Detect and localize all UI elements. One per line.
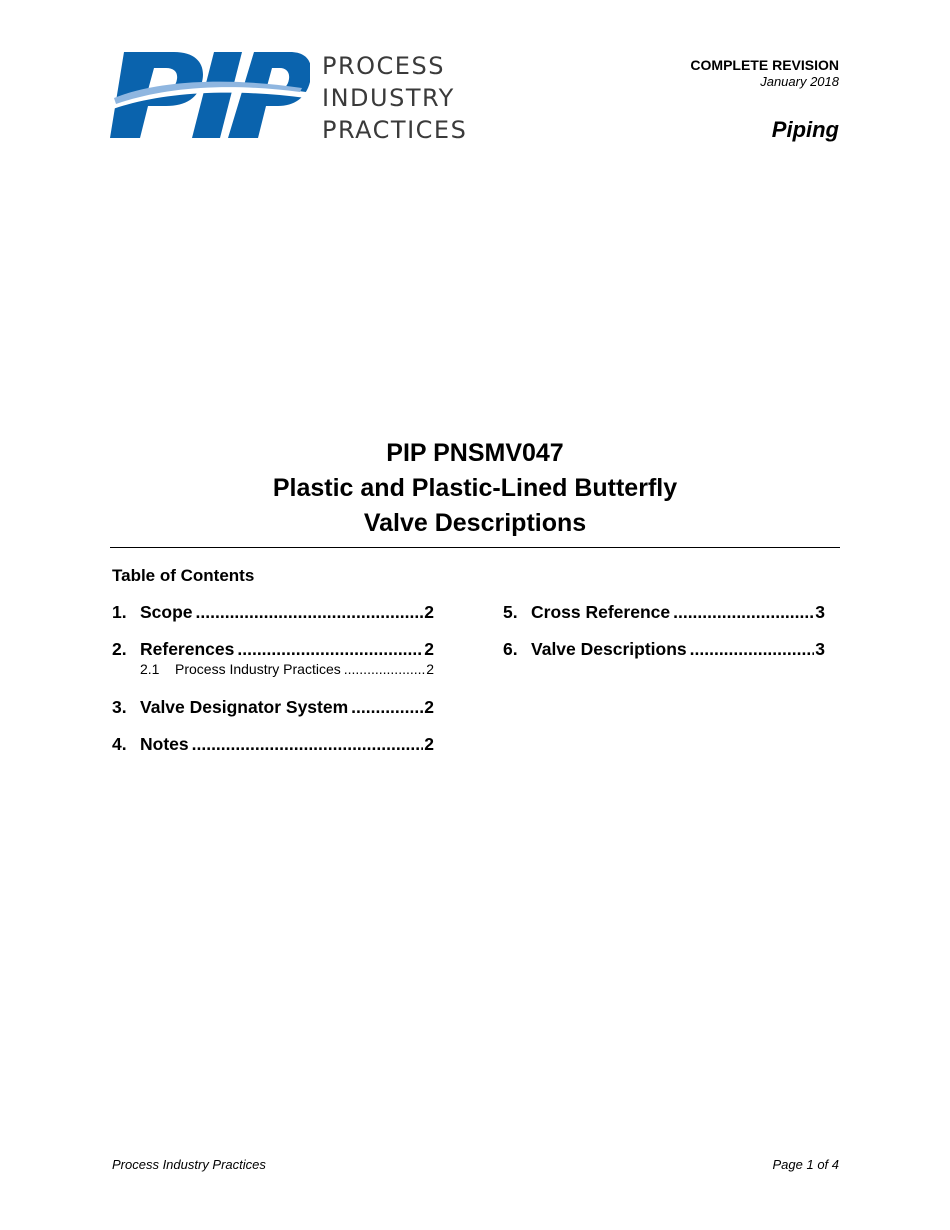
toc-subentry-number: 2.1 [140,661,160,677]
toc-leader-dots [192,734,424,755]
toc-entry-label: Valve Designator System [140,697,349,717]
toc-leader-dots [344,661,426,677]
toc-subentry-process-industry-practices[interactable] [140,661,434,679]
toc-column-left [112,602,434,771]
toc-entry-number: 5. [503,602,518,622]
toc-entry-scope[interactable] [112,602,434,624]
toc-entry-label: Notes [140,734,189,754]
toc-subentry-label: Process Industry Practices [175,661,341,677]
toc-entry-valve-designator-system[interactable] [112,697,434,719]
toc-leader-dots [351,697,423,718]
toc-entry-notes[interactable] [112,734,434,756]
toc-leader-dots [196,602,424,623]
toc-entry-number: 4. [112,734,127,754]
title-line: PIP PNSMV047 [386,439,564,467]
toc-entry-number: 1. [112,602,127,622]
toc-entry-number: 2. [112,639,127,659]
logo-word: PRACTICES [322,116,468,144]
toc-leader-dots [690,639,815,660]
toc-entry-label: Scope [140,602,193,622]
toc-entry-page: 2 [424,697,434,717]
title-divider [110,547,840,548]
toc-leader-dots [237,639,423,660]
toc-subentry-page: 2 [426,661,434,677]
toc-entry-label: Cross Reference [531,602,671,622]
pip-logo-wordmark [322,50,467,146]
footer-page-number: Page 1 of 4 [772,1157,839,1172]
toc-entry-page: 2 [424,639,434,659]
revision-date: January 2018 [760,74,839,89]
toc-leader-dots [673,602,814,623]
toc-entry-page: 2 [424,602,434,622]
logo-word: INDUSTRY [322,84,455,112]
toc-entry-number: 6. [503,639,518,659]
logo-word: PROCESS [322,52,445,80]
toc-heading: Table of Contents [112,566,255,585]
pip-logo [110,50,490,145]
toc-entry-valve-descriptions[interactable] [503,639,825,661]
toc-entry-cross-reference[interactable] [503,602,825,624]
pip-logo-mark [110,52,310,140]
revision-label: COMPLETE REVISION [690,57,839,73]
toc-entry-references[interactable] [112,639,434,661]
title-line: Plastic and Plastic-Lined Butterfly [272,474,678,502]
toc-entry-page: 3 [815,602,825,622]
title-line: Valve Descriptions [363,509,587,537]
toc-entry-page: 3 [815,639,825,659]
category-label: Piping [771,117,839,142]
footer-publisher: Process Industry Practices [112,1157,266,1172]
toc-column-right [503,602,825,676]
toc-entry-label: References [140,639,235,659]
toc-entry-number: 3. [112,697,127,717]
toc-entry-page: 2 [424,734,434,754]
toc-entry-label: Valve Descriptions [531,639,687,659]
revision-block [690,57,839,90]
document-title [0,436,950,541]
